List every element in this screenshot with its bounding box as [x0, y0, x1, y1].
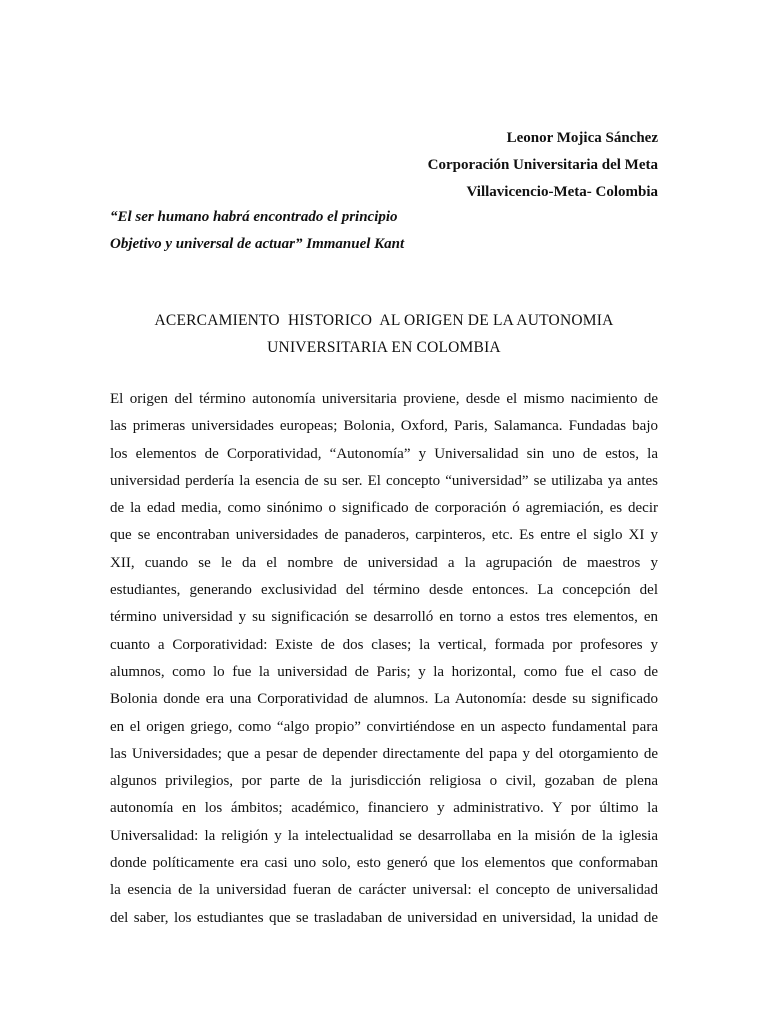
body-line: de la edad media, como sinónimo o significado de corporación ó agremiación, es decir — [110, 500, 658, 517]
epigraph-line-2: Objetivo y universal de actuar” Immanuel Kant — [110, 236, 405, 252]
body-line: las primeras universidades europeas; Bolonia, Oxford, Paris, Salamanca. Fundadas bajo — [110, 418, 658, 435]
body-paragraph — [110, 386, 658, 932]
body-line: universidad perdería la esencia de su ser. El concepto “universidad” se utilizaba ya antes — [110, 472, 658, 489]
epigraph-line-1: “El ser humano habrá encontrado el principio — [110, 209, 398, 225]
body-line: que se encontraban universidades de panaderos, carpinteros, etc. Es entre el siglo XI y — [110, 527, 658, 544]
body-line: los elementos de Corporatividad, “Autonomía” y Universalidad sin uno de estos, la — [110, 445, 658, 462]
body-line: en el origen griego, como “algo propio” convirtiéndose en un aspecto fundamental para — [110, 718, 658, 735]
body-line: la esencia de la universidad fueran de carácter universal: el concepto de universalidad — [110, 882, 658, 899]
author-institution: Corporación Universitaria del Meta — [427, 157, 658, 173]
body-line: Bolonia donde era una Corporatividad de alumnos. La Autonomía: desde su significado — [110, 691, 658, 708]
title-line-2: UNIVERSITARIA EN COLOMBIA — [267, 339, 501, 356]
author-header — [428, 125, 658, 206]
body-line: cuanto a Corporatividad: Existe de dos clases; la vertical, formada por profesores y — [110, 636, 658, 653]
body-line: alumnos, como lo fue la universidad de Paris; y la horizontal, como fue el caso de — [110, 663, 658, 680]
body-line: El origen del término autonomía universitaria proviene, desde el mismo nacimiento de — [110, 391, 658, 407]
body-line: autonomía en los ámbitos; académico, financiero y administrativo. Y por último la — [110, 800, 658, 817]
body-line: donde políticamente era casi uno solo, esto generó que los elementos que conformaban — [110, 855, 658, 872]
author-name: Leonor Mojica Sánchez — [506, 130, 658, 146]
body-line: del saber, los estudiantes que se trasladaban de universidad en universidad, la unidad de — [110, 909, 658, 926]
document-title — [110, 307, 658, 361]
body-line: algunos privilegios, por parte de la jurisdicción religiosa o civil, gozaban de plena — [110, 773, 658, 790]
epigraph — [110, 204, 404, 258]
body-line: estudiantes, generando exclusividad del término desde entonces. La concepción del — [110, 582, 658, 599]
body-line: las Universidades; que a pesar de depender directamente del papa y del otorgamiento de — [110, 745, 658, 762]
author-location: Villavicencio-Meta- Colombia — [466, 184, 658, 200]
title-line-1: ACERCAMIENTO HISTORICO AL ORIGEN DE LA AUTONOMIA — [154, 312, 614, 329]
body-line: término universidad y su significación se desarrolló en torno a estos tres elementos, en — [110, 609, 658, 626]
body-line: Universalidad: la religión y la intelectualidad se desarrollaba en la misión de la iglesia — [110, 827, 658, 844]
body-line: XII, cuando se le da el nombre de universidad a la agrupación de maestros y — [110, 554, 658, 571]
